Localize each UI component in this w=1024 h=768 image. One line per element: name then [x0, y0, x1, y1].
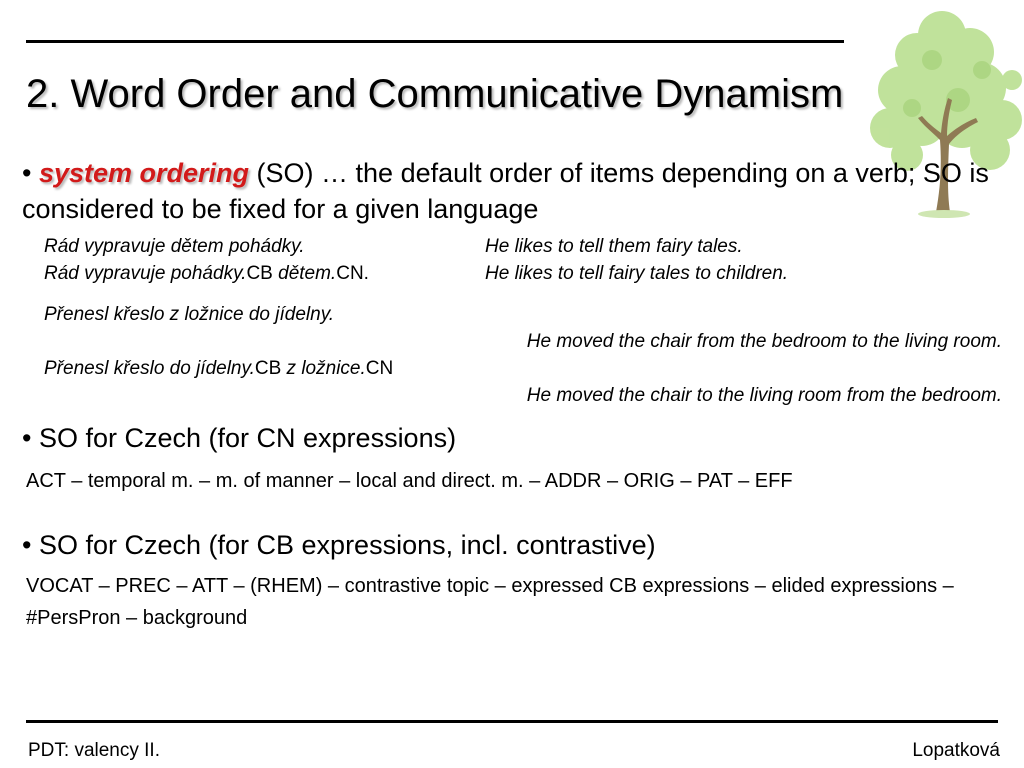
example-cz-4-part2: z ložnice. — [281, 358, 366, 379]
bullet-text: (SO) … the default order of items depending on a verb; SO is considered to be fixed for a given language — [22, 158, 989, 224]
example-en-2: He likes to tell fairy tales to children. — [485, 263, 789, 284]
slide-title: 2. Word Order and Communicative Dynamism — [26, 72, 844, 116]
example-en-4: He moved the chair to the living room from the bedroom. — [526, 385, 1002, 406]
term-system-ordering: system ordering — [38, 158, 250, 188]
example-cz-1: Rád vypravuje dětem pohádky. — [44, 236, 305, 257]
top-rule — [26, 40, 844, 43]
bullet-heading: SO for Czech (for CB expressions, incl. contrastive) — [38, 530, 656, 560]
cb-marker: CB — [254, 358, 282, 379]
example-cz-4-part1: Přenesl křeslo do jídelny. — [44, 358, 255, 379]
footer-left: PDT: valency II. — [28, 740, 160, 761]
bullet-system-ordering — [22, 155, 1012, 227]
cn-marker: CN — [365, 358, 394, 379]
cb-marker: CB — [246, 263, 273, 284]
bullet-marker: • — [22, 158, 32, 188]
example-en-3: He moved the chair from the bedroom to the living room. — [526, 331, 1002, 352]
bullet-so-cn — [22, 423, 456, 454]
example-cz-4 — [44, 358, 393, 380]
example-cz-2 — [44, 263, 369, 285]
example-en-1: He likes to tell them fairy tales. — [485, 236, 743, 257]
bottom-rule — [26, 720, 998, 723]
bullet-so-cb — [22, 530, 656, 561]
example-cz-3: Přenesl křeslo z ložnice do jídelny. — [44, 304, 335, 325]
so-cb-text: VOCAT – PREC – ATT – (RHEM) – contrastive topic – expressed CB expressions – elided expressions – #PersPron – background — [26, 575, 954, 629]
bullet-heading: SO for Czech (for CN expressions) — [38, 423, 457, 453]
bullet-marker: • — [22, 530, 32, 560]
so-cn-text: ACT – temporal m. – m. of manner – local and direct. m. – ADDR – ORIG – PAT – EFF — [26, 470, 793, 492]
example-cz-2-part2: dětem. — [272, 263, 337, 284]
bullet-marker: • — [22, 423, 32, 453]
example-cz-2-part1: Rád vypravuje pohádky. — [44, 263, 247, 284]
footer-right: Lopatková — [912, 740, 1000, 761]
cn-marker: CN. — [336, 263, 369, 284]
